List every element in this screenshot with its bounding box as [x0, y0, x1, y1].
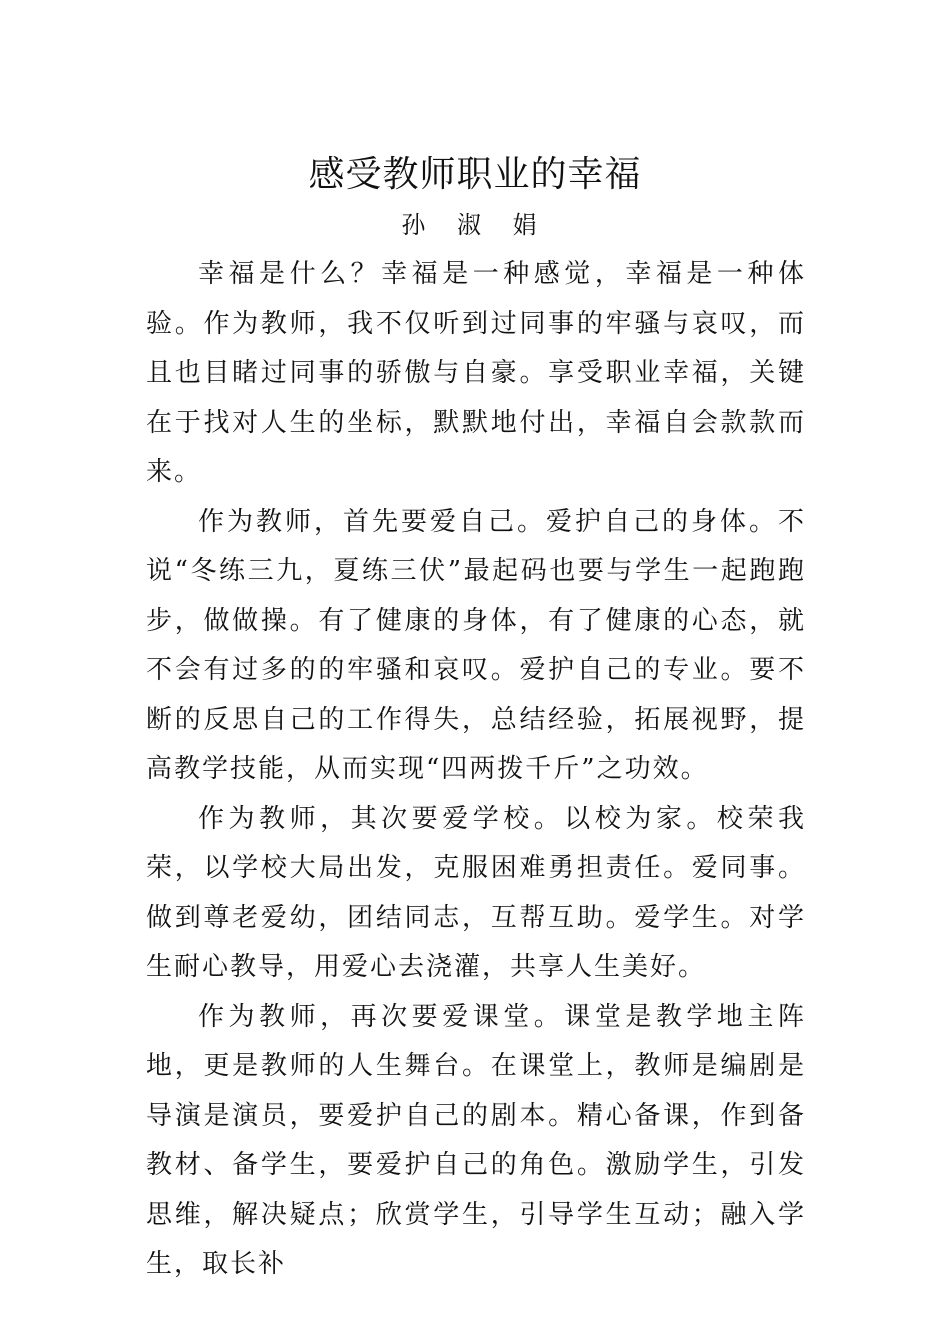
paragraph-2: 作为教师，首先要爱自己。爱护自己的身体。不说“冬练三九，夏练三伏”最起码也要与学生一起跑跑步，做做操。有了健康的身体，有了健康的心态，就不会有过多的的牢骚和哀叹。爱护自己的专业。要不断的反思自己的工作得失，总结经验，拓展视野，提高教学技能，从而实现“四两拨千斤”之功效。 [146, 506, 806, 784]
paragraph-3: 作为教师，其次要爱学校。以校为家。校荣我荣，以学校大局出发，克服困难勇担责任。爱同事。做到尊老爱幼，团结同志，互帮互助。爱学生。对学生耐心教导，用爱心去浇灌，共享人生美好。 [146, 803, 806, 982]
document-body [146, 250, 806, 1290]
paragraph-4: 作为教师，再次要爱课堂。课堂是教学地主阵地，更是教师的人生舞台。在课堂上，教师是编剧是导演是演员，要爱护自己的剧本。精心备课，作到备教材、备学生，要爱护自己的角色。激励学生，引发思维，解决疑点；欣赏学生，引导学生互动；融入学生，取长补 [146, 1001, 806, 1279]
paragraph-1: 幸福是什么？幸福是一种感觉，幸福是一种体验。作为教师，我不仅听到过同事的牢骚与哀叹，而且也目睹过同事的骄傲与自豪。享受职业幸福，关键在于找对人生的坐标，默默地付出，幸福自会款款而来。 [146, 259, 806, 487]
document-title: 感受教师职业的幸福 [308, 154, 642, 195]
document-author: 孙 淑 娟 [401, 211, 549, 239]
